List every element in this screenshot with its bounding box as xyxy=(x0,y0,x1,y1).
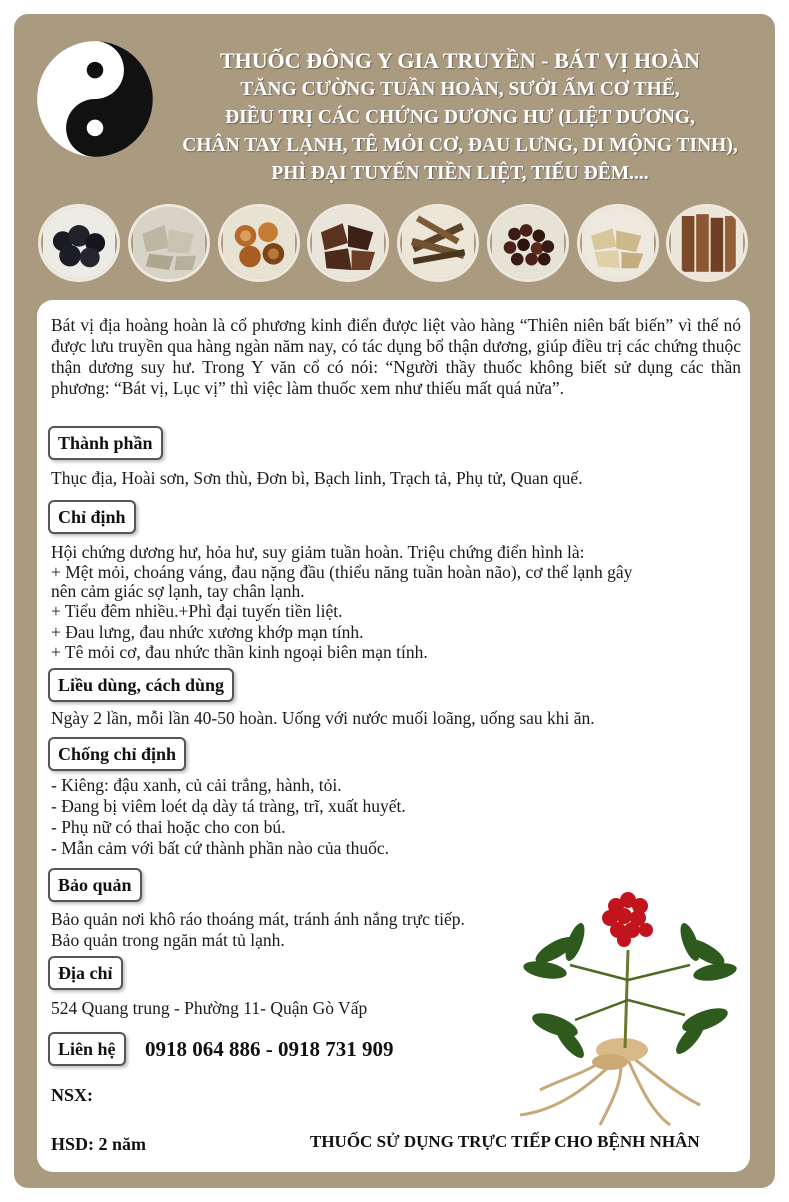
indications-line: + Tê mỏi cơ, đau nhức thần kinh ngoại biên mạn tính. xyxy=(51,642,428,662)
dosage-text: Ngày 2 lần, mỗi lần 40-50 hoàn. Uống với nước muối loãng, uống sau khi ăn. xyxy=(51,708,595,728)
section-title-indications: Chỉ định xyxy=(48,500,136,534)
section-title-contact: Liên hệ xyxy=(48,1032,126,1066)
address-text: 524 Quang trung - Phường 11- Quận Gò Vấp xyxy=(51,998,368,1018)
herb-photo xyxy=(307,204,389,282)
expiry-label: HSD: 2 năm xyxy=(51,1134,147,1154)
contraindication-line: - Kiêng: đậu xanh, củ cải trắng, hành, tỏi. xyxy=(51,775,342,795)
contraindication-line: - Đang bị viêm loét dạ dày tá tràng, trĩ, xuất huyết. xyxy=(51,796,406,816)
header xyxy=(150,46,770,188)
yin-yang-icon xyxy=(36,40,154,158)
contraindication-line: - Phụ nữ có thai hoặc cho con bú. xyxy=(51,817,286,837)
indications-line: nên cảm giác sợ lạnh, tay chân lạnh. xyxy=(51,581,305,601)
herb-photo xyxy=(38,204,120,282)
indications-line: + Mệt mỏi, choáng váng, đau nặng đầu (thiểu năng tuần hoàn não), cơ thể lạnh gây xyxy=(51,562,633,582)
phone-numbers[interactable]: 0918 064 886 - 0918 731 909 xyxy=(145,1037,394,1061)
herb-photo xyxy=(666,204,748,282)
header-line: TĂNG CƯỜNG TUẦN HOÀN, SƯỞI ẤM CƠ THỂ, xyxy=(240,79,680,100)
indications-line: + Đau lưng, đau nhức xương khớp mạn tính. xyxy=(51,622,364,642)
herb-photo xyxy=(128,204,210,282)
storage-line: Bảo quản trong ngăn mát tủ lạnh. xyxy=(51,930,285,950)
herb-photo-strip xyxy=(0,204,789,284)
intro-paragraph: Bát vị địa hoàng hoàn là cổ phương kinh điển được liệt vào hàng “Thiên niên bất biến” vì thế nó được lưu truyền qua hàng ngàn năm nay, có tác dụng bổ thận dương, giúp điều trị các chứng thuộc thận dương suy hư. Trong Y văn cổ có nói: “Người thầy thuốc không biết sử dụng các thần phương: “Bát vị, Lục vị” thì việc làm thuốc xem như thiếu mất quá nửa”. xyxy=(51,315,741,398)
herb-photo xyxy=(487,204,569,282)
section-title-storage: Bảo quản xyxy=(48,868,142,902)
usage-note: THUỐC SỬ DỤNG TRỰC TIẾP CHO BỆNH NHÂN xyxy=(310,1132,700,1151)
header-title: THUỐC ĐÔNG Y GIA TRUYỀN - BÁT VỊ HOÀN xyxy=(220,48,700,73)
ingredients-text: Thục địa, Hoài sơn, Sơn thù, Đơn bì, Bạch linh, Trạch tả, Phụ tử, Quan quế. xyxy=(51,468,583,488)
herb-photo xyxy=(577,204,659,282)
header-line: PHÌ ĐẠI TUYẾN TIỀN LIỆT, TIỂU ĐÊM.... xyxy=(271,163,649,184)
section-title-contraindications: Chống chỉ định xyxy=(48,737,186,771)
section-title-address: Địa chỉ xyxy=(48,956,123,990)
herb-photo xyxy=(397,204,479,282)
manufacture-date-label: NSX: xyxy=(51,1085,94,1105)
indications-line: Hội chứng dương hư, hỏa hư, suy giảm tuần hoàn. Triệu chứng điển hình là: xyxy=(51,542,585,562)
section-title-ingredients: Thành phần xyxy=(48,426,163,460)
herb-photo xyxy=(218,204,300,282)
storage-line: Bảo quản nơi khô ráo thoáng mát, tránh ánh nắng trực tiếp. xyxy=(51,909,465,929)
indications-line: + Tiểu đêm nhiều.+Phì đại tuyến tiền liệt. xyxy=(51,601,343,621)
contraindication-line: - Mẫn cảm với bất cứ thành phần nào của thuốc. xyxy=(51,838,390,858)
ginseng-illustration xyxy=(500,870,750,1130)
header-line: CHÂN TAY LẠNH, TÊ MỎI CƠ, ĐAU LƯNG, DI MỘNG TINH), xyxy=(182,135,738,156)
section-title-dosage: Liều dùng, cách dùng xyxy=(48,668,234,702)
header-line: ĐIỀU TRỊ CÁC CHỨNG DƯƠNG HƯ (LIỆT DƯƠNG, xyxy=(225,107,695,128)
